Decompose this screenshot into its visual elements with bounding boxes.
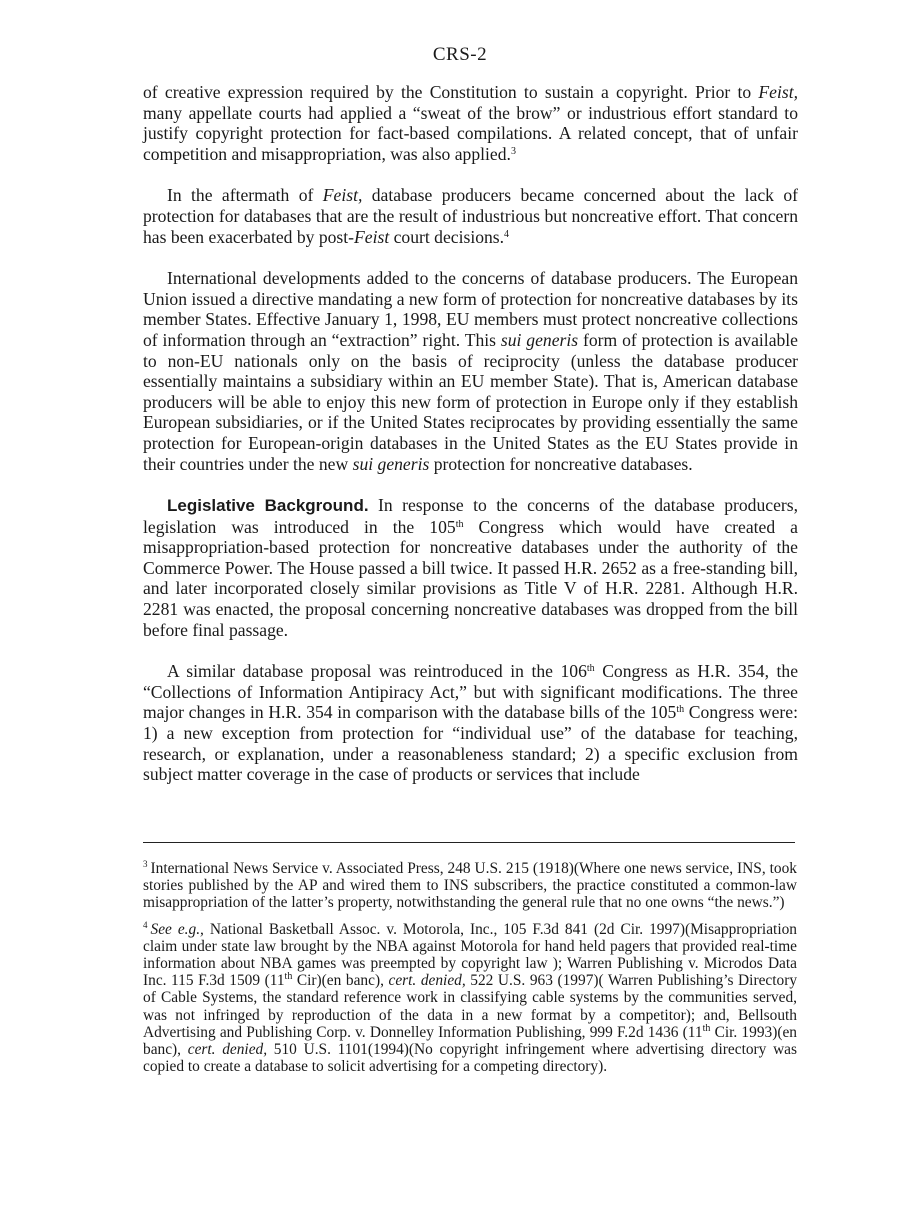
footnote-mark: 3 [143,859,148,869]
paragraph-hr354: A similar database proposal was reintroduced in the 106th Congress as H.R. 354, the “Collections of Information Antipiracy Act,” but with significant modifications. The three major changes in H.R. 354 in comparison with the database bills of the 105th Congress were: 1) a new exception from protection for “individual use” of the database for teaching, research, or explanation, under a reasonableness standard; 2) a specific exclusion from subject matter coverage in the case of products or services that include [143,661,798,785]
paragraph-feist-aftermath: In the aftermath of Feist, database producers became concerned about the lack of protection for databases that are the result of industrious but noncreative effort. That concern has been exacerbated by post-Feist court decisions.$^4$ [143,185,798,247]
paragraph-legislative-background: Legislative Background. In response to the concerns of the database producers, legislation was introduced in the 105th Congress which would have created a misappropriation-based protection for noncreative databases under the authority of the Commerce Power. The House passed a bill twice. It passed H.R. 2652 as a free-standing bill, and later incorporated closely similar provisions as Title V of H.R. 2281. Although H.R. 2281 was enacted, the proposal concerning noncreative databases was dropped from the bill before final passage. [143,495,798,640]
footnote-ref-3[interactable]: 3 [510,145,516,157]
paragraph-international-developments: International developments added to the concerns of database producers. The European Union issued a directive mandating a new form of protection for noncreative databases by its member States. Effective January 1, 1998, EU members must protect noncreative collections of information through an “extraction” right. This sui generis form of protection is available to non-EU nationals only on the basis of reciprocity (unless the database producer essentially maintains a subsidiary within an EU member State). That is, American database producers will be able to enjoy this new form of protection in Europe only if they establish European subsidiaries, or if the United States reciprocates by providing essentially the same protection for European-origin databases in the United States as the EU States provide in their countries under the new sui generis protection for noncreative databases. [143,268,798,474]
footnotes [143,860,797,1084]
body-text [143,82,798,806]
page-header: CRS-2 [432,44,488,65]
footnote-4: $^4$ See e.g., National Basketball Assoc. v. Motorola, Inc., 105 F.3d 841 (2d Cir. 1997)(Misappropriation claim under state law brought by the NBA against Motorola for hand held pagers that provided real-time information about NBA games was preempted by copyright law ); Warren Publishing v. Microdos Data Inc. 115 F.3d 1509 (11th Cir)(en banc), cert. denied, 522 U.S. 963 (1997)( Warren Publishing’s Directory of Cable Systems, the standard reference work in classifying cable systems by the communities served, was not infringed by reproduction of the data in a new format by a competitor); and, Bellsouth Advertising and Publishing Corp. v. Donnelley Information Publishing, 999 F.2d 1436 (11th Cir. 1993)(en banc), cert. denied, 510 U.S. 1101(1994)(No copyright infringement where advertising directory was copied to create a database to solicit advertising for a competing directory). [143,919,798,1076]
footnote-separator [143,842,795,843]
paragraph-continuation: of creative expression required by the Constitution to sustain a copyright. Prior to Feist, many appellate courts had applied a “sweat of the brow” or industrious effort standard to justify copyright protection for fact-based compilations. A related concept, that of unfair competition and misappropriation, was also applied.$^3$ [143,82,798,164]
section-heading: Legislative Background. [167,496,369,516]
footnote-mark: 4 [143,919,148,930]
footnote-ref-4[interactable]: 4 [504,228,510,240]
footnote-3: $^3$ International News Service v. Associated Press, 248 U.S. 215 (1918)(Where one news service, INS, took stories published by the AP and wired them to INS subscribers, the practice constituted a common-law misappropriation of the latter’s property, notwithstanding the general rule that no one owns “the news.”) [143,859,797,912]
